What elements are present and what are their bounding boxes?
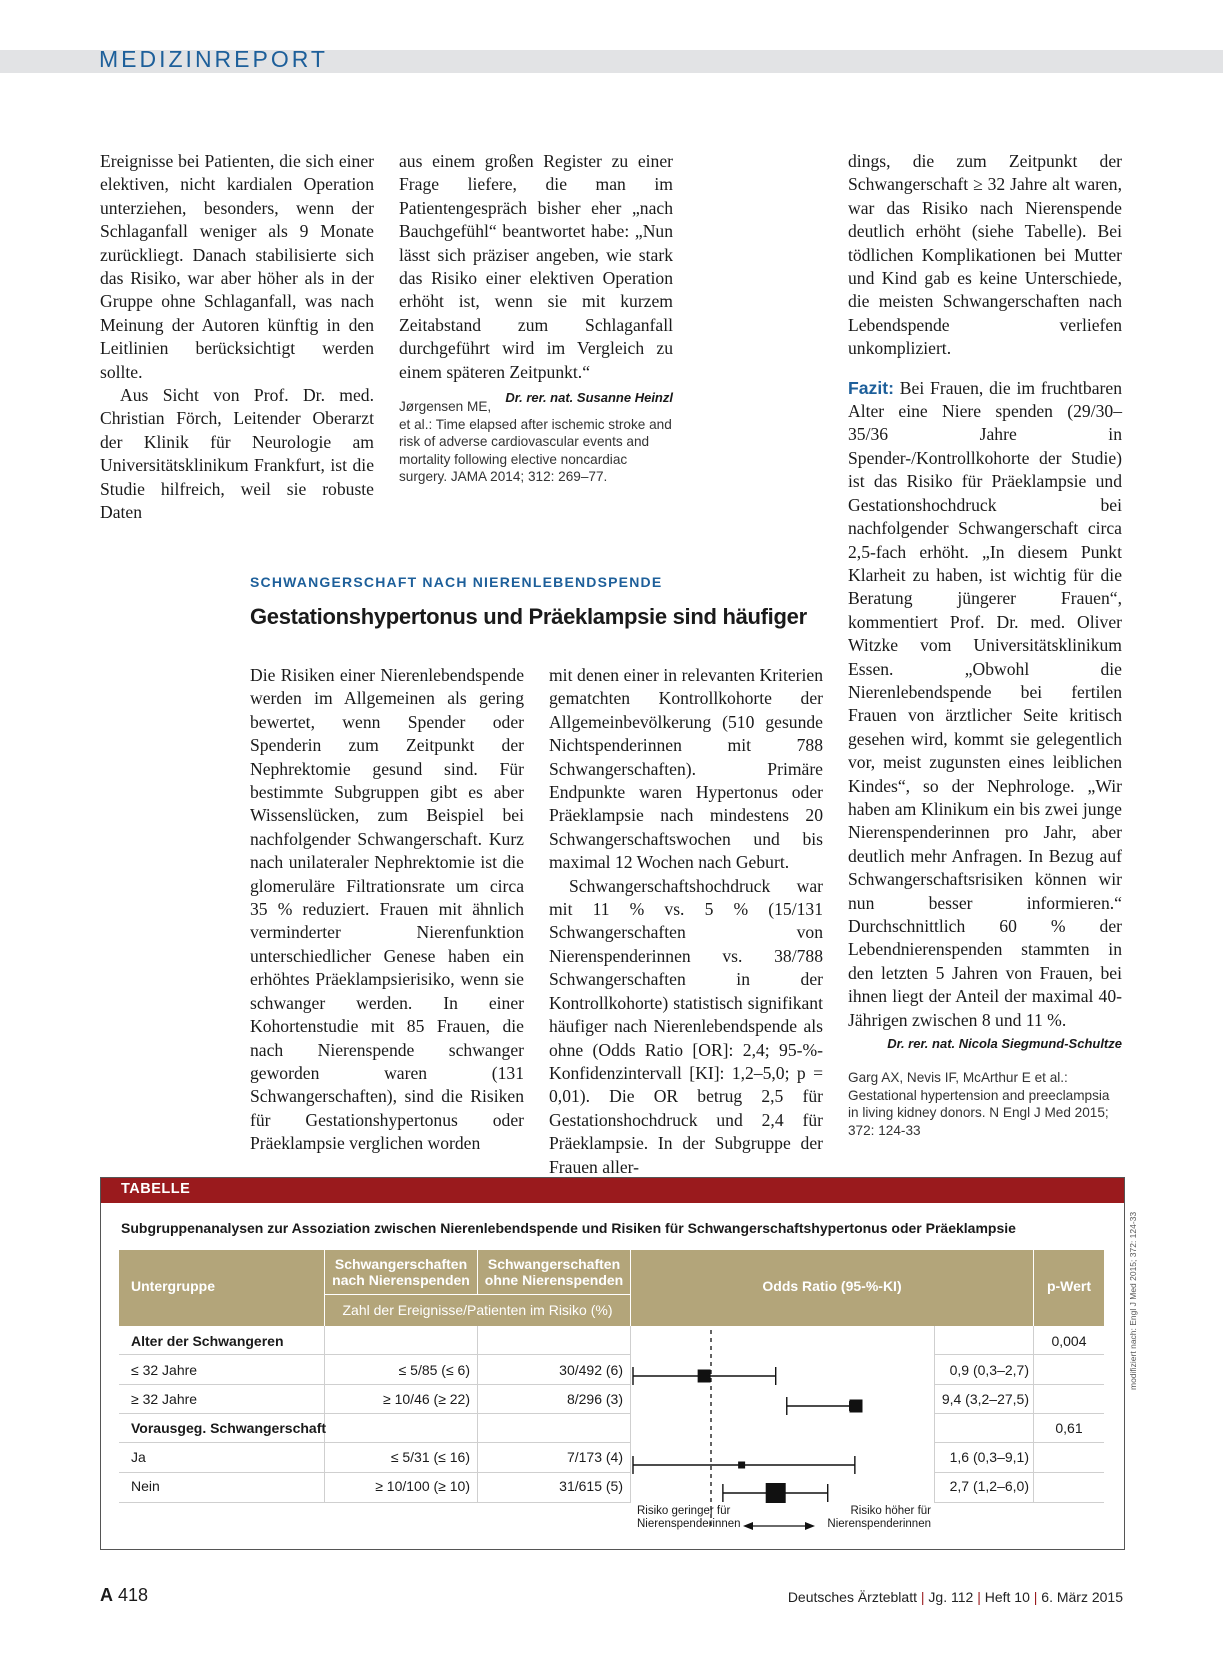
donors-value: ≥ 10/46 (≥ 22): [383, 1391, 470, 1407]
article1-paragraph: Aus Sicht von Prof. Dr. med. Christian Förch, Leitender Oberarzt der Klinik für Neurologie am Universitätsklinikum Frankfurt, ist die Studie hilfreich, weil sie robuste Daten: [100, 385, 374, 523]
article2-headline: Gestationshypertonus und Präeklampsie sind häufiger: [250, 604, 807, 629]
nondonors-value: 30/492 (6): [559, 1362, 623, 1378]
article1-paragraph: Ereignisse bei Patienten, die sich einer elektiven, nicht kardialen Operation unterziehen, besonders, wenn der Schlaganfall weniger als 9 Monate zurückliegt. Danach stabilisierte sich das Risiko, war aber höher als in der Gruppe ohne Schlaganfall, was nach Meinung der Autoren künftig in den Leitlinien berücksichtigt werden sollte.: [100, 151, 374, 382]
article1-paragraph: aus einem großen Register zu einer Frage liefere, die man im Patientengespräch bisher eher „nach Bauchgefühl“ beantwortet habe: „Nun lässt sich präziser angeben, wie stark das Risiko einer elektiven Operation erhöht ist, wenn sie mit kurzem Zeitabstand zum Schlaganfall durchgeführt wird im Vergleich zu einem späteren Zeitpunkt.“ Dr. rer. nat. Susanne Heinzl: [399, 150, 673, 384]
donors-value: ≤ 5/31 (≤ 16): [390, 1449, 470, 1465]
point-estimate: [738, 1462, 745, 1469]
table-row-label: Nein: [131, 1478, 160, 1494]
journal-footer: Deutsches Ärzteblatt | Jg. 112 | Heft 10 | 6. März 2015: [787, 1589, 1123, 1605]
article1-column-1: [100, 150, 374, 525]
table-row-label: Vorausgeg. Schwangerschaft: [131, 1420, 327, 1436]
header-odds-ratio: Odds Ratio (95-%-KI): [631, 1250, 1033, 1326]
article2-paragraph: Schwangerschaftshochdruck war mit 11 % vs. 5 % (15/131 Schwangerschaften von Nierenspenderinnen vs. 38/788 Schwangerschaften in der Kontrollkohorte) statistisch signifikant häufiger nach Nierenlebendspende als ohne (Odds Ratio [OR]: 2,4; 95-%-Konfidenzintervall [KI]: 1,2–5,0; p = 0,01). Die OR betrug 2,5 für Gestationshochdruck und 2,4 für Präeklampsie. In der Subgruppe der Frauen aller-: [549, 875, 823, 1177]
table-row-label: ≥ 32 Jahre: [131, 1391, 198, 1407]
nondonors-value: 7/173 (4): [566, 1449, 623, 1465]
article2-fazit: Fazit: Bei Frauen, die im fruchtbaren Alter eine Niere spenden (29/30–35/36 Jahre in Spender-/Kontrollkohorte der Studie) ist das Risiko für Präeklampsie und Gestationshochdruck bei nachfolgender Schwangerschaft circa 2,5-fach erhöht. „In diesem Punkt Klarheit zu haben, ist wichtig für die Beratung jüngerer Frauen“, kommentiert Prof. Dr. med. Oliver Witzke vom Universitätsklinikum Essen. „Obwohl die Nierenlebendspende bei fertilen Frauen von ärztlicher Seite kritisch gesehen wird, kommt sie gelegentlich vor, meist zugunsten eines leiblichen Kindes“, so der Nephrologe. „Wir haben am Klinikum ein bis zwei junge Nierenspenderinnen pro Jahr, aber deutlich mehr Anfragen. In Bezug auf Schwangerschaftsrisiken können wir nun besser informieren.“ Durchschnittlich 60 % der Lebendnierenspenden stammten in den letzten 5 Jahren von Frauen, bei ihnen liegt der Anteil der maximal 40-Jährigen zwischen 8 und 11 %.: [848, 377, 1122, 1030]
p-value: 0,004: [1051, 1333, 1087, 1349]
table-title: Subgruppenanalysen zur Assoziation zwischen Nierenlebendspende und Risiken für Schwangerschaftshypertonus oder Präeklampsie: [121, 1220, 1016, 1236]
page-number: A 418: [100, 1585, 149, 1605]
article2-paragraph: mit denen einer in relevanten Kriterien gematchten Kontrollkohorte der Allgemeinbevölkerung (510 gesunde Nichtspenderinnen mit 788 Schwangerschaften). Primäre Endpunkte waren Hypertonus oder Präeklampsie nach mindestens 20 Schwangerschaftswochen und bis maximal 12 Wochen nach Geburt.: [549, 665, 823, 873]
header-nondonors: Schwangerschaften ohne Nierenspenden: [478, 1250, 630, 1294]
article2-paragraph: dings, die zum Zeitpunkt der Schwangerschaft ≥ 32 Jahre alt waren, war das Risiko nach Nierenspende deutlich erhöht (siehe Tabelle). Bei tödlichen Komplikationen bei Mutter und Kind gab es keine Unterschiede, die meisten Schwangerschaften nach Lebendspende verliefen unkompliziert.: [848, 151, 1122, 359]
article2-column-1: [250, 664, 524, 1156]
table-label: TABELLE: [121, 1181, 191, 1197]
article2-paragraph: Die Risiken einer Nierenlebendspende werden im Allgemeinen als gering bewertet, wenn Spender oder Spenderin zum Zeitpunkt der Nephrektomie gesund sind. Für bestimmte Subgruppen gibt es aber Wissenslücken, zum Beispiel bei nachfolgender Schwangerschaft. Kurz nach unilateraler Nephrektomie ist die glomeruläre Filtrationsrate um circa 35 % reduziert. Frauen mit ähnlich verminderter Nierenfunktion unterschiedlicher Genese haben ein erhöhtes Präeklampsierisiko, wenn sie schwanger werden. In einer Kohortenstudie mit 85 Frauen, die nach Nierenspende schwanger geworden waren (131 Schwangerschaften), sind die Risiken für Gestationshypertonus oder Präeklampsie verglichen worden: [250, 665, 524, 1154]
or-value: 1,6 (0,3–9,1): [949, 1449, 1029, 1465]
table-row-label: Ja: [131, 1449, 146, 1465]
article2-author: Dr. rer. nat. Nicola Siegmund-Schultze: [887, 1036, 1122, 1052]
axis-label-left: Risiko geringer für Nierenspenderinnen: [637, 1505, 741, 1530]
table-row-label: Alter der Schwangeren: [131, 1333, 284, 1349]
fazit-label: Fazit:: [848, 377, 894, 398]
section-label: MEDIZINREPORT: [99, 46, 328, 72]
nondonors-value: 31/615 (5): [559, 1478, 623, 1494]
p-value: 0,61: [1055, 1420, 1083, 1436]
or-value: 0,9 (0,3–2,7): [949, 1362, 1029, 1378]
article1-author: Dr. rer. nat. Susanne Heinzl: [505, 390, 673, 406]
donors-value: ≥ 10/100 (≥ 10): [375, 1478, 470, 1494]
header-donors: Schwangerschaften nach Nierenspenden: [325, 1250, 477, 1294]
header-group: Untergruppe: [119, 1250, 324, 1326]
donors-value: ≤ 5/85 (≤ 6): [398, 1362, 470, 1378]
axis-label-right: Risiko höher für Nierenspenderinnen: [827, 1505, 931, 1530]
article2-column-3: [848, 150, 1122, 1139]
or-value: 9,4 (3,2–27,5): [941, 1391, 1029, 1407]
table-label-bar: [101, 1178, 1124, 1203]
table-box: [100, 1177, 1125, 1550]
article2-reference: Garg AX, Nevis IF, McArthur E et al.: Gestational hypertension and preeclampsia in living kidney donors. N Engl J Med 2015; 372: 124-33: [848, 1070, 1110, 1138]
header-subheader: Zahl der Ereignisse/Patienten im Risiko (%): [325, 1295, 630, 1326]
article1-column-2: [399, 150, 673, 486]
article1-reference: Jørgensen ME, et al.: Time elapsed after ischemic stroke and risk of adverse cardiovascular events and mortality following elective noncardiac surgery. JAMA 2014; 312: 269–77.: [399, 399, 672, 485]
article2-column-2: [549, 664, 823, 1179]
point-estimate: [698, 1370, 711, 1383]
nondonors-value: 8/296 (3): [566, 1391, 623, 1407]
or-value: 2,7 (1,2–6,0): [949, 1478, 1029, 1494]
article2-kicker: SCHWANGERSCHAFT NACH NIERENLEBENDSPENDE: [250, 574, 663, 590]
point-estimate: [850, 1400, 863, 1413]
header-p-value: p-Wert: [1034, 1250, 1104, 1326]
table-row-label: ≤ 32 Jahre: [131, 1362, 198, 1378]
table-source-note: modifiziert nach: Engl J Med 2015; 372: 124-33: [1128, 1211, 1138, 1390]
point-estimate: [766, 1483, 786, 1503]
